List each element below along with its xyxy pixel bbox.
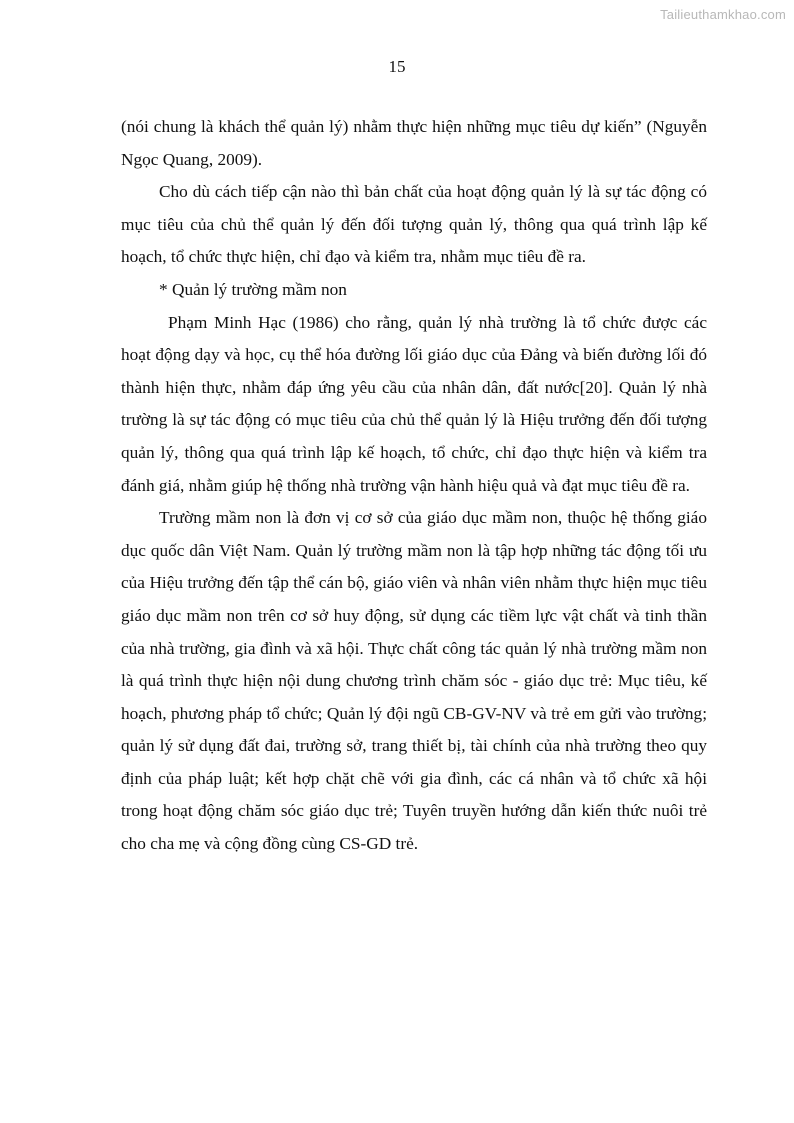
paragraph-continuation: (nói chung là khách thể quản lý) nhằm thực hiện những mục tiêu dự kiến” (Nguyễn Ngọc Quang, 2009). <box>121 117 707 169</box>
watermark-text: Tailieuthamkhao.com <box>660 7 786 22</box>
paragraph-preschool-management: Trường mầm non là đơn vị cơ sở của giáo dục mầm non, thuộc hệ thống giáo dục quốc dân Việt Nam. Quản lý trường mầm non là tập hợp những tác động tối ưu của Hiệu trưởng đến tập thể cán bộ, giáo viên và nhân viên nhằm thực hiện mục tiêu giáo dục mầm non trên cơ sở huy động, sử dụng các tiềm lực vật chất và tinh thần của nhà trường, gia đình và xã hội. Thực chất công tác quản lý nhà trường mầm non là quá trình thực hiện nội dung chương trình chăm sóc - giáo dục trẻ: Mục tiêu, kế hoạch, phương pháp tổ chức; Quản lý đội ngũ CB-GV-NV và trẻ em gửi vào trường; quản lý sử dụng đất đai, trường sở, trang thiết bị, tài chính của nhà trường theo quy định của pháp luật; kết hợp chặt chẽ với gia đình, các cá nhân và tổ chức xã hội trong hoạt động chăm sóc giáo dục trẻ; Tuyên truyền hướng dẫn kiến thức nuôi trẻ cho cha mẹ và cộng đồng cùng CS-GD trẻ. <box>121 508 707 854</box>
page-number: 15 <box>388 57 406 76</box>
paragraph-school-management-definition: Phạm Minh Hạc (1986) cho rằng, quản lý nhà trường là tổ chức được các hoạt động dạy và học, cụ thể hóa đường lối giáo dục của Đảng và biến đường lối đó thành hiện thực, nhằm đáp ứng yêu cầu của nhân dân, đất nước[20]. Quản lý nhà trường là sự tác động có mục tiêu của chủ thể quản lý là Hiệu trưởng đến đối tượng quản lý, thông qua quá trình lập kế hoạch, tổ chức, chỉ đạo thực hiện và kiểm tra đánh giá, nhằm giúp hệ thống nhà trường vận hành hiệu quả và đạt mục tiêu đề ra. <box>121 312 707 495</box>
paragraph-management-essence: Cho dù cách tiếp cận nào thì bản chất của hoạt động quản lý là sự tác động có mục tiêu của chủ thể quản lý đến đối tượng quản lý, thông qua quá trình lập kế hoạch, tổ chức thực hiện, chỉ đạo và kiểm tra, nhằm mục tiêu đề ra. <box>121 182 707 267</box>
document-body <box>121 111 707 861</box>
section-heading-preschool-management: * Quản lý trường mầm non <box>159 279 347 299</box>
